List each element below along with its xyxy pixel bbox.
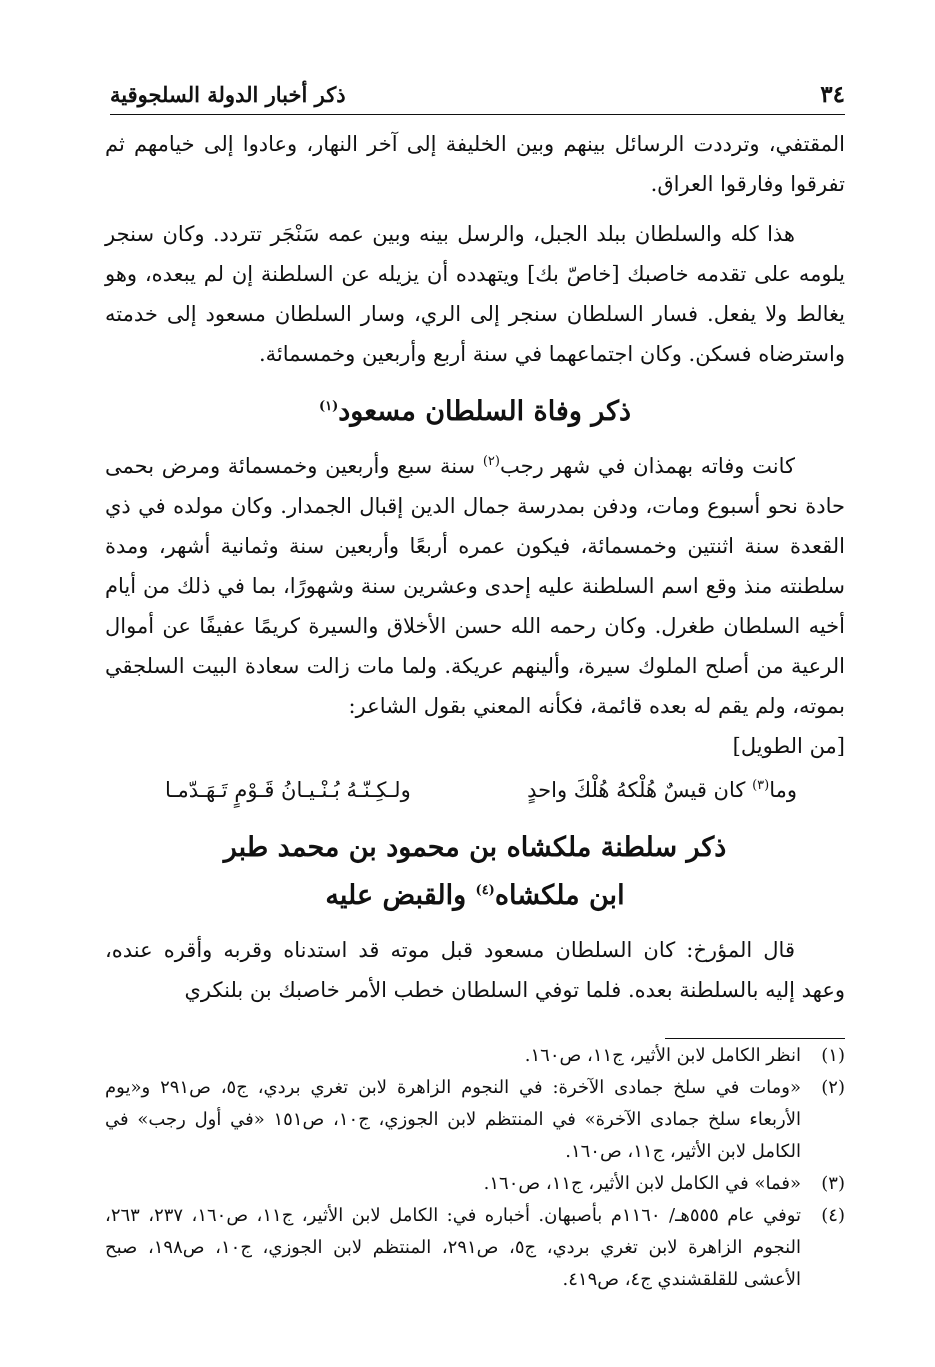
poem-verse (105, 770, 845, 810)
footnotes (105, 1040, 845, 1296)
verse-first-hemistich (527, 770, 797, 810)
paragraph-malikshah: قال المؤرخ: كان السلطان مسعود قبل موته قد استدناه وقربه وأقره عنده، وعهد إليه بالسلطنة بعده. فلما توفي السلطان خطب الأمر خاصبك بن بلنكري (105, 938, 845, 1002)
paragraph-death (105, 446, 845, 726)
section-heading-line1: ذكر سلطنة ملكشاه بن محمود بن محمد طبر (223, 832, 727, 863)
footnote-ref-4[interactable]: (٤) (475, 883, 495, 898)
verse-first-word: وما (769, 778, 797, 802)
paragraph-sanjar: هذا كله والسلطان ببلد الجبل، والرسل بينه وبين عمه سَنْجَر تتردد. وكان سنجر يلومه على تقدمه خاصبك [خاصّ بك] ويتهدده أن يزيله عن السلطنة إن لم يبعده، وهو يغالط ولا يفعل. فسار السلطان سنجر إلى الري، وسار السلطان مسعود إلى خدمته واسترضاه فسكن. وكان اجتماعهما في سنة أربع وأربعين وخمسمائة. (105, 222, 845, 366)
paragraph-death-start: كانت وفاته بهمذان في شهر رجب (499, 454, 795, 478)
page-number: ٣٤ (820, 80, 845, 108)
footnote-text: «فما» في الكامل لابن الأثير، ج١١، ص١٦٠. (483, 1173, 801, 1194)
footnote-text: «ومات في سلخ جمادى الآخرة: في النجوم الزاهرة لابن تغري بردي، ج٥، ص٢٩١ و«يوم الأربعاء سلخ جمادى الآخرة» في المنتظم لابن الجوزي، ج١٠، ص١٥١ «في أول رجب» في الكامل لابن الأثير، ج١١، ص١٦٠. (105, 1077, 802, 1162)
footnote-number: (٣) (821, 1173, 845, 1194)
section-heading-text: ذكر وفاة السلطان مسعود (338, 396, 632, 427)
verse-second-hemistich: ولـكِـنّـهُ بُـنْـيـانُ قَـوْمٍ تَـهَـدّمـا (165, 778, 411, 802)
footnote-number: (٤) (821, 1205, 845, 1226)
verse-first-rest: كان قيسٌ هُلْكهُ هُلْكَ واحدٍ (527, 778, 753, 802)
footnote-ref-3[interactable]: (٣) (752, 778, 770, 793)
footnote-ref-1[interactable]: (١) (318, 399, 339, 414)
running-title: ذكر أخبار الدولة السلجوقية (110, 81, 346, 107)
paragraph-continuation: المقتفي، وترددت الرسائل بينهم وبين الخليفة إلى آخر النهار، وعادوا إلى خيامهم ثم تفرقوا وفارقوا العراق. (105, 132, 845, 196)
section-heading-line2: ابن ملكشاه (494, 880, 625, 911)
section-heading-malikshah (105, 824, 845, 920)
footnote-item (105, 1200, 845, 1296)
section-heading-death-of-masud (105, 388, 845, 436)
footnote-item (105, 1072, 845, 1168)
footnote-text: انظر الكامل لابن الأثير، ج١١، ص١٦٠. (524, 1045, 801, 1066)
footnote-number: (٢) (821, 1077, 845, 1098)
footnote-text: توفي عام ٥٥٥هـ/ ١١٦٠م بأصبهان. أخباره في: الكامل لابن الأثير، ج١١، ص١٦٠، ٢٣٧، ٢٦٣، النجوم الزاهرة لابن تغري بردي، ج٥، ص٢٩١، المنتظم لابن الجوزي، ج١٠، ص١٩٨، صبح الأعشى للقلقشندي ج٤، ص٤١٩. (105, 1205, 802, 1290)
running-header (110, 74, 845, 115)
footnote-item (105, 1168, 845, 1200)
paragraph-death-rest: سنة سبع وأربعين وخمسمائة ومرض بحمى حادة نحو أسبوع ومات، ودفن بمدرسة جمال الدين إقبال الجمدار. وكان مولده في ذي القعدة سنة اثنتين وخمسمائة، فيكون عمره أربعًا وأربعين سنة وثمانية أشهر، ومدة سلطنته منذ وقع اسم السلطنة عليه إحدى وعشرين سنة وشهورًا، بما في ذلك من أيام أخيه السلطان طغرل. وكان رحمه الله حسن الأخلاق والسيرة كريمًا عفيفًا عن أموال الرعية من أصلح الملوك سيرة، وألينهم عريكة. ولما مات زالت سعادة البيت السلجقي بموته، ولم يقم له بعده قائمة، فكأنه المعني بقول الشاعر: (105, 454, 845, 718)
footnote-ref-2[interactable]: (٢) (482, 454, 500, 469)
footnote-divider (665, 1038, 845, 1039)
footnote-number: (١) (821, 1045, 845, 1066)
footnote-item (105, 1040, 845, 1072)
main-text (105, 124, 845, 1010)
meter-label: [من الطويل] (732, 734, 845, 758)
section-heading-line2-rest: والقبض عليه (325, 880, 476, 911)
